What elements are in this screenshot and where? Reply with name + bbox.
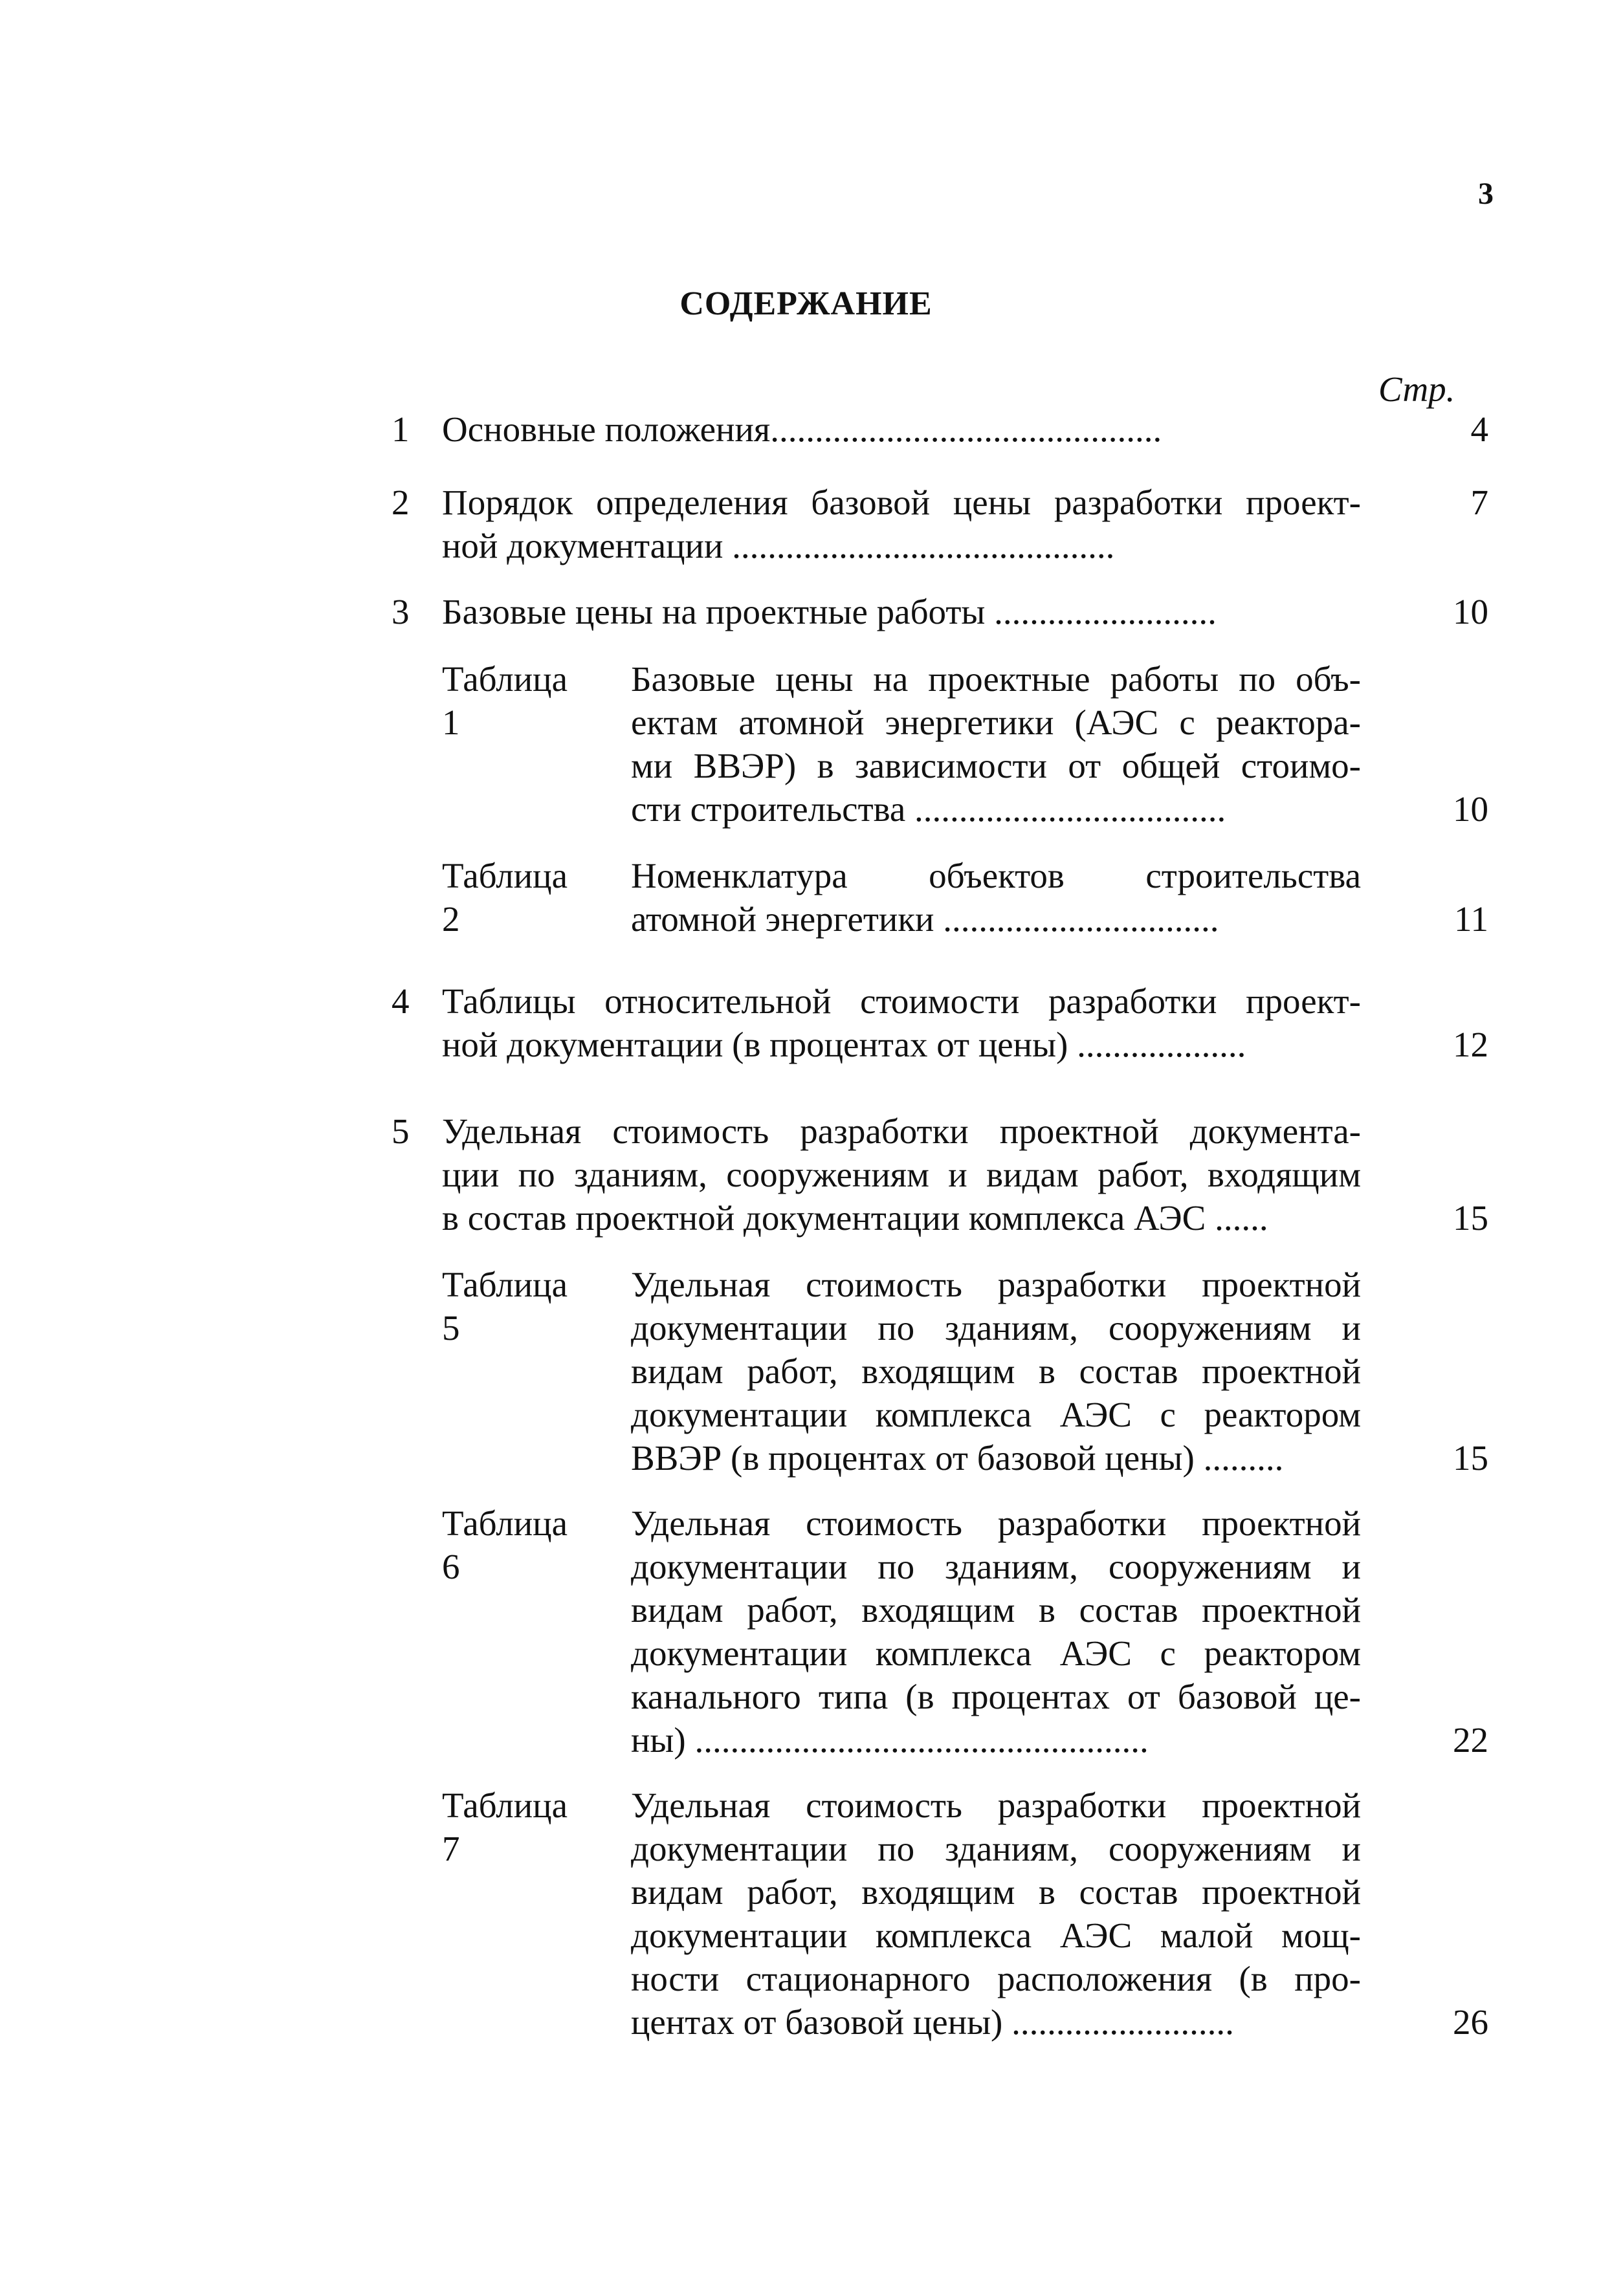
toc-table-label: Таблица 1 bbox=[442, 659, 568, 742]
toc-line: Основные положения............................................ bbox=[442, 410, 1162, 449]
page-number: 3 bbox=[1478, 177, 1494, 211]
toc-table-label: Таблица 7 bbox=[442, 1786, 568, 1868]
toc-entry-text bbox=[442, 408, 1361, 451]
toc-line: документации по зданиям, сооружениям и bbox=[631, 1547, 1361, 1586]
toc-line: документации по зданиям, сооружениям и bbox=[631, 1829, 1361, 1868]
toc-entry-text bbox=[631, 854, 1361, 941]
toc-entry-page: 26 bbox=[1453, 2002, 1488, 2042]
toc-line: центах от базовой цены) ......................... bbox=[631, 2002, 1234, 2042]
toc-entry-number: 3 bbox=[392, 592, 410, 631]
toc-line: ны) ................................................... bbox=[631, 1720, 1149, 1760]
toc-entry-page: 15 bbox=[1453, 1438, 1488, 1478]
toc-entry-text bbox=[442, 979, 1361, 1066]
toc-line: ной документации (в процентах от цены) ................... bbox=[442, 1025, 1246, 1064]
page-title: СОДЕРЖАНИЕ bbox=[679, 285, 933, 322]
toc-line: ектам атомной энергетики (АЭС с реактора- bbox=[631, 703, 1361, 742]
toc-line: видам работ, входящим в состав проектной bbox=[631, 1351, 1361, 1391]
toc-entry-page: 12 bbox=[1453, 1025, 1488, 1064]
toc-line: документации комплекса АЭС с реактором bbox=[631, 1395, 1361, 1434]
toc-line: Удельная стоимость разработки проектной документа- bbox=[442, 1111, 1361, 1151]
toc-table-label: Таблица 5 bbox=[442, 1265, 568, 1348]
toc-entry-number: 1 bbox=[392, 410, 410, 449]
toc-entry-text bbox=[631, 1502, 1361, 1762]
toc-table-label: Таблица 6 bbox=[442, 1503, 568, 1586]
toc-line: сти строительства ................................... bbox=[631, 789, 1226, 829]
toc-entry-text bbox=[631, 1263, 1361, 1480]
toc-line: ции по зданиям, сооружениям и видам работ, входящим bbox=[442, 1155, 1361, 1194]
toc-line: Удельная стоимость разработки проектной bbox=[631, 1786, 1361, 1825]
toc-line: ной документации ........................................... bbox=[442, 526, 1115, 565]
page-column-header: Стр. bbox=[1378, 369, 1455, 409]
toc-entry-text bbox=[631, 1784, 1361, 2044]
toc-line: документации комплекса АЭС малой мощ- bbox=[631, 1916, 1361, 1955]
toc-entry-text bbox=[442, 1110, 1361, 1240]
toc-line: канального типа (в процентах от базовой це- bbox=[631, 1677, 1361, 1716]
toc-line: Номенклатура объектов строительства bbox=[631, 856, 1361, 895]
toc-line: ности стационарного расположения (в про- bbox=[631, 1959, 1361, 1998]
toc-entry-number: 4 bbox=[392, 981, 410, 1021]
toc-line: документации по зданиям, сооружениям и bbox=[631, 1308, 1361, 1348]
toc-entry-page: 4 bbox=[1470, 410, 1488, 449]
toc-line: атомной энергетики ............................... bbox=[631, 899, 1219, 939]
toc-line: видам работ, входящим в состав проектной bbox=[631, 1872, 1361, 1912]
toc-line: в состав проектной документации комплекса АЭС ...... bbox=[442, 1198, 1268, 1238]
toc-entry-number: 5 bbox=[392, 1111, 410, 1151]
toc-line: Порядок определения базовой цены разработки проект- bbox=[442, 483, 1361, 522]
toc-entry-page: 22 bbox=[1453, 1720, 1488, 1760]
toc-line: Базовые цены на проектные работы ......................... bbox=[442, 592, 1217, 631]
toc-line: Таблицы относительной стоимости разработки проект- bbox=[442, 981, 1361, 1021]
toc-entry-page: 10 bbox=[1453, 789, 1488, 829]
toc-entry-page: 15 bbox=[1453, 1198, 1488, 1238]
toc-line: ми ВВЭР) в зависимости от общей стоимо- bbox=[631, 746, 1361, 785]
toc-line: документации комплекса АЭС с реактором bbox=[631, 1634, 1361, 1673]
toc-entry-page: 7 bbox=[1470, 483, 1488, 522]
toc-entry-text bbox=[442, 481, 1361, 567]
toc-table-label: Таблица 2 bbox=[442, 856, 568, 939]
toc-line: Базовые цены на проектные работы по объ- bbox=[631, 659, 1361, 699]
toc-entry-page: 11 bbox=[1454, 899, 1488, 939]
toc-entry-text bbox=[442, 590, 1361, 633]
toc-line: видам работ, входящим в состав проектной bbox=[631, 1590, 1361, 1630]
toc-line: Удельная стоимость разработки проектной bbox=[631, 1503, 1361, 1543]
toc-entry-number: 2 bbox=[392, 483, 410, 522]
toc-line: Удельная стоимость разработки проектной bbox=[631, 1265, 1361, 1304]
toc-line: ВВЭР (в процентах от базовой цены) ......... bbox=[631, 1438, 1284, 1478]
toc-entry-page: 10 bbox=[1453, 592, 1488, 631]
toc-entry-text bbox=[631, 657, 1361, 831]
